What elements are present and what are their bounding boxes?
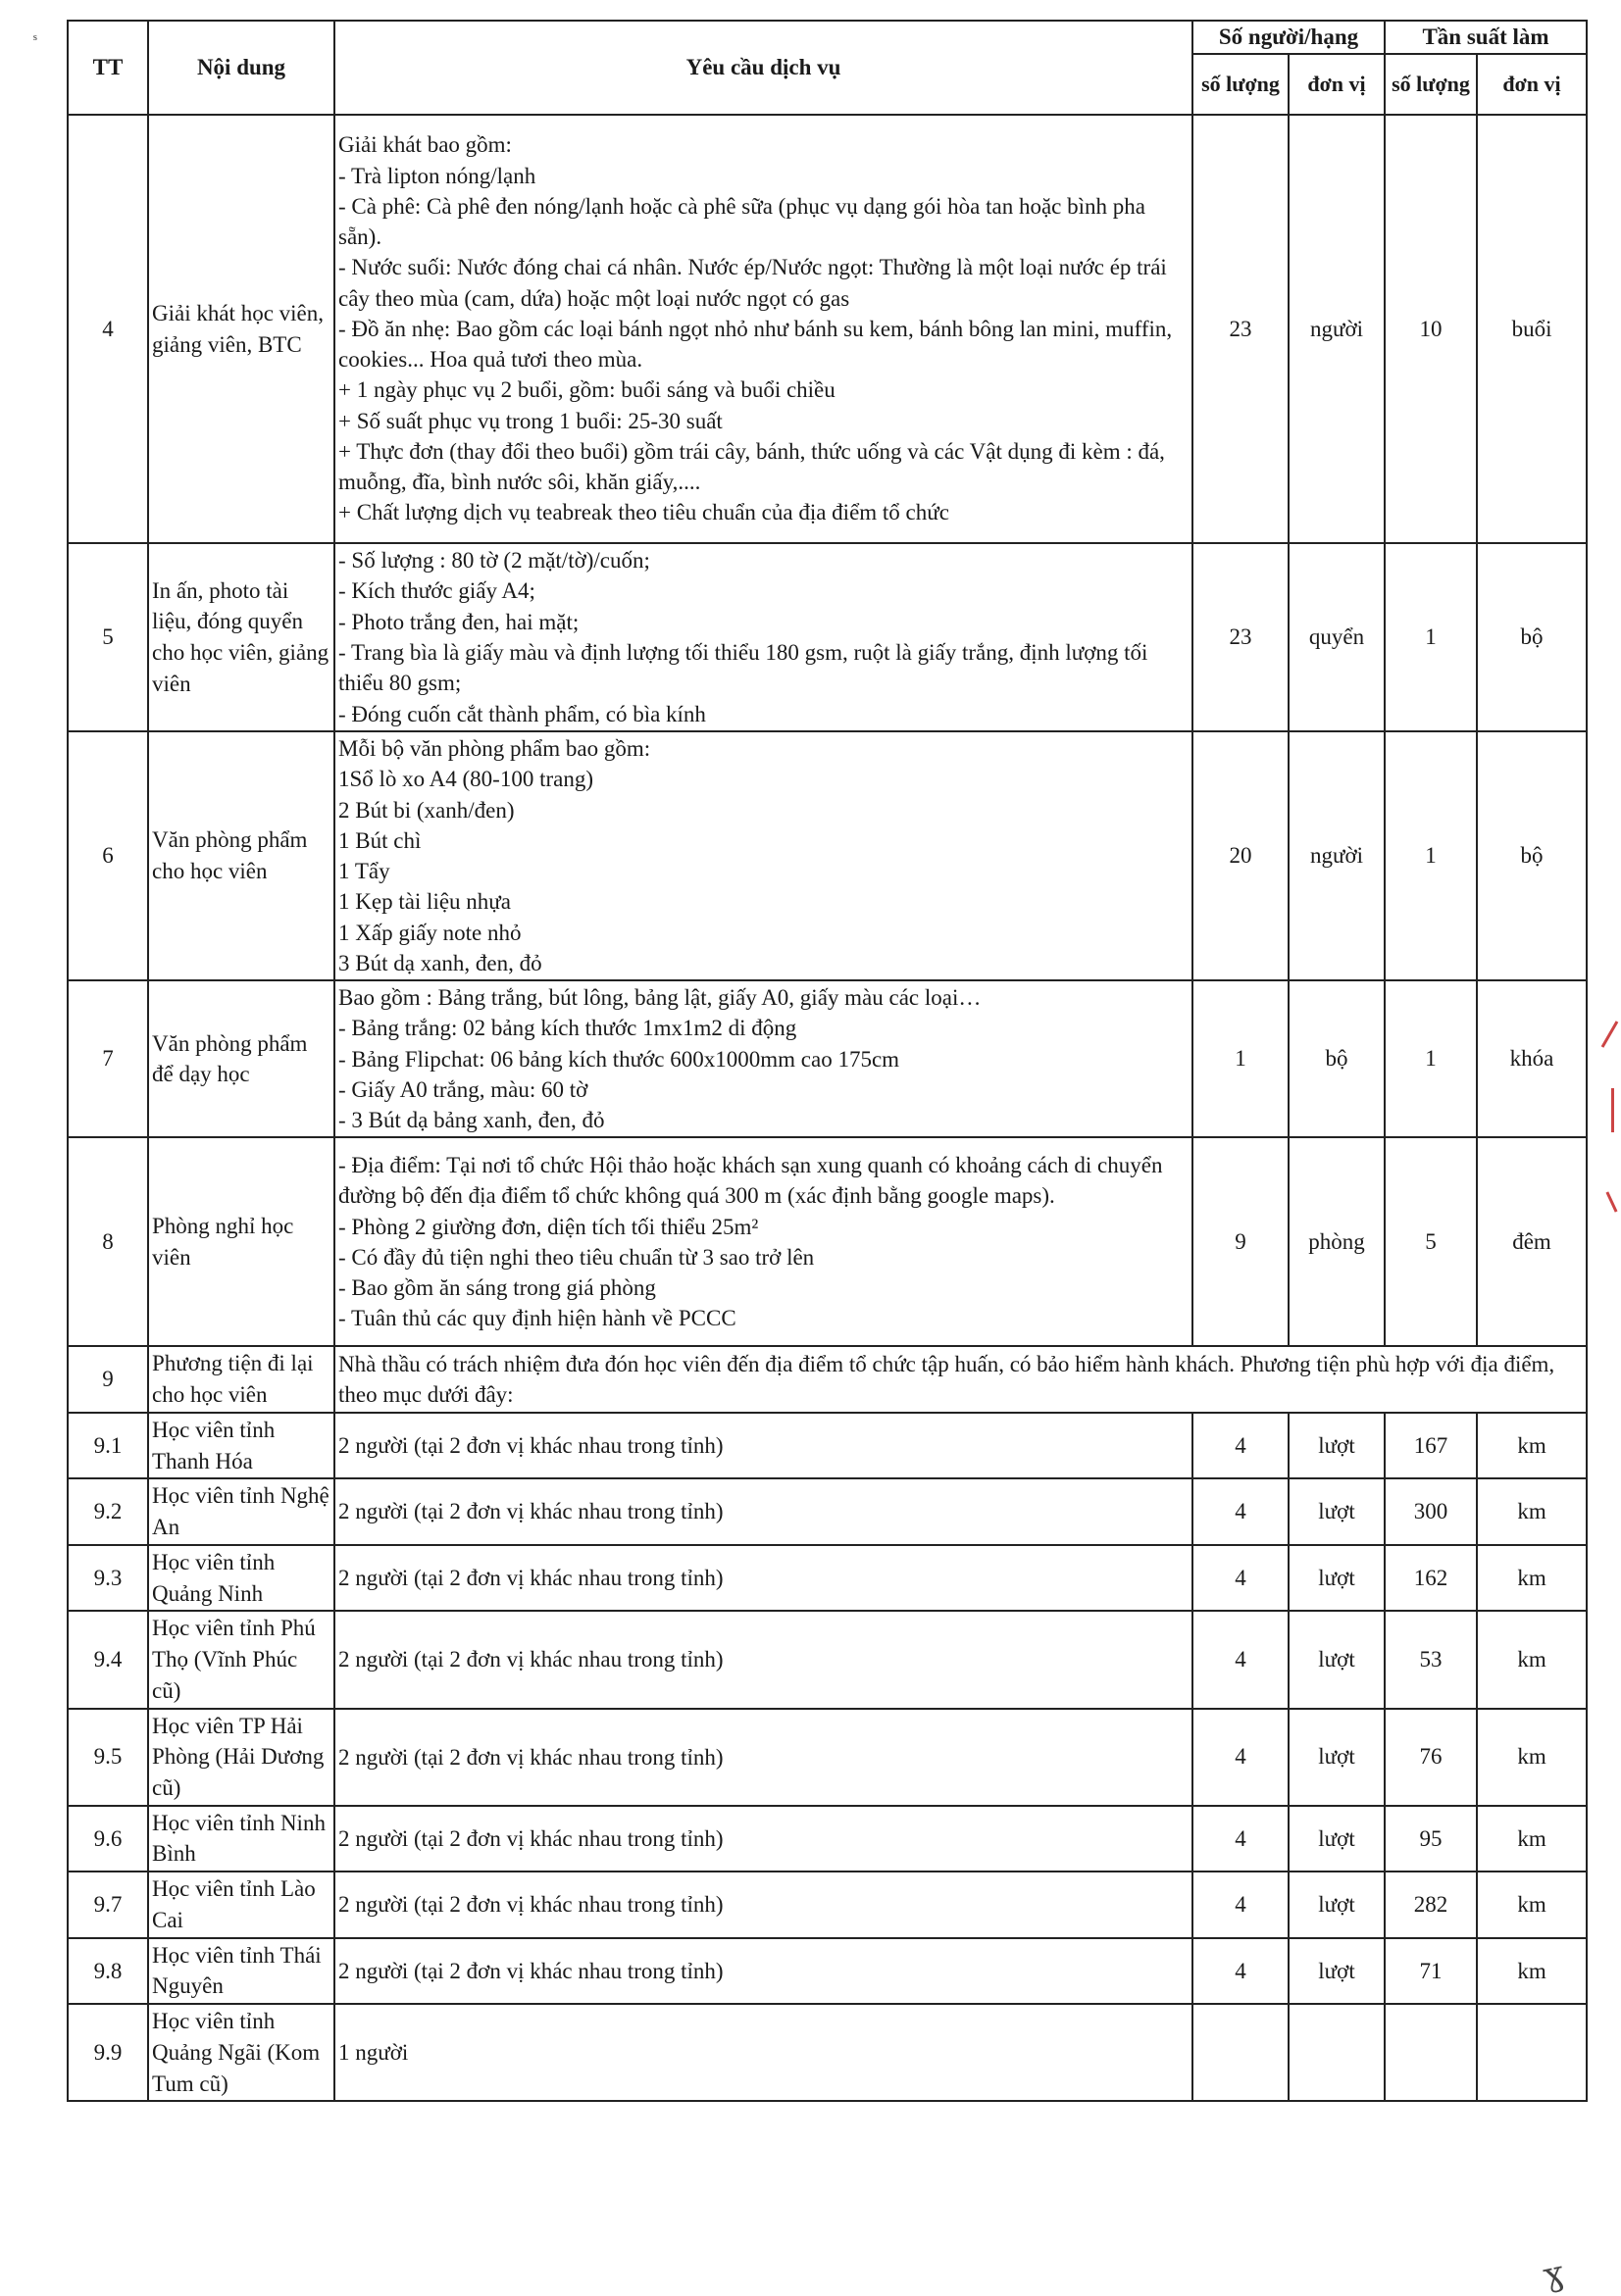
header-freq-qty: số lượng	[1385, 54, 1477, 115]
people-quantity: 23	[1192, 115, 1289, 543]
scan-edge-mark	[1611, 1088, 1614, 1132]
frequency-unit: km	[1477, 1938, 1587, 2004]
table-row	[68, 1938, 1587, 2004]
table-row	[68, 2004, 1587, 2101]
requirement-line: - 3 Bút dạ bảng xanh, đen, đỏ	[338, 1108, 605, 1133]
header-people-unit: đơn vị	[1289, 54, 1385, 115]
row-requirement	[334, 1413, 1192, 1478]
row-requirement	[334, 1478, 1192, 1544]
people-quantity: 9	[1192, 1137, 1289, 1346]
row-requirement	[334, 1346, 1587, 1412]
requirement-line: - Đồ ăn nhẹ: Bao gồm các loại bánh ngọt nhỏ như bánh su kem, bánh bông lan mini, muffin, cookies... Hoa quả tươi theo mùa.	[338, 316, 1173, 373]
frequency-quantity: 1	[1385, 731, 1477, 980]
requirement-line: - Bao gồm ăn sáng trong giá phòng	[338, 1275, 656, 1301]
frequency-quantity: 10	[1385, 115, 1477, 543]
requirement-line: 1 Tẩy	[338, 859, 390, 884]
row-requirement	[334, 1611, 1192, 1708]
people-unit: người	[1289, 731, 1385, 980]
table-row	[68, 543, 1587, 731]
row-content: Học viên tỉnh Lào Cai	[148, 1872, 334, 1937]
row-content: Học viên TP Hải Phòng (Hải Dương cũ)	[148, 1709, 334, 1806]
people-quantity: 4	[1192, 1478, 1289, 1544]
people-quantity: 1	[1192, 980, 1289, 1137]
requirement-line: 2 người (tại 2 đơn vị khác nhau trong tỉnh)	[338, 1892, 724, 1918]
frequency-quantity	[1385, 2004, 1477, 2101]
requirement-line: - Có đầy đủ tiện nghi theo tiêu chuẩn từ 3 sao trở lên	[338, 1244, 815, 1270]
frequency-quantity: 95	[1385, 1806, 1477, 1872]
requirement-line: + Thực đơn (thay đổi theo buổi) gồm trái cây, bánh, thức uống và các Vật dụng đi kèm : đá, muỗng, đĩa, bình nước sôi, khăn giấy,....	[338, 438, 1165, 495]
requirement-line: - Số lượng : 80 tờ (2 mặt/tờ)/cuốn;	[338, 548, 650, 574]
row-number: 8	[68, 1137, 148, 1346]
people-unit: lượt	[1289, 1413, 1385, 1478]
header-content: Nội dung	[148, 21, 334, 115]
row-number: 9.2	[68, 1478, 148, 1544]
requirement-line: 2 người (tại 2 đơn vị khác nhau trong tỉnh)	[338, 1499, 724, 1524]
requirement-line: - Cà phê: Cà phê đen nóng/lạnh hoặc cà phê sữa (phục vụ dạng gói hòa tan hoặc bình pha sẵn).	[338, 193, 1145, 250]
frequency-unit: bộ	[1477, 543, 1587, 731]
people-unit: lượt	[1289, 1806, 1385, 1872]
row-requirement	[334, 543, 1192, 731]
frequency-quantity: 53	[1385, 1611, 1477, 1708]
row-requirement	[334, 1806, 1192, 1872]
initials-signature: ɣ	[1540, 2253, 1568, 2296]
row-content: Phương tiện đi lại cho học viên	[148, 1346, 334, 1412]
requirement-line: Mỗi bộ văn phòng phẩm bao gồm:	[338, 736, 651, 761]
requirement-line: Giải khát bao gồm:	[338, 132, 512, 158]
people-quantity: 4	[1192, 1545, 1289, 1611]
row-requirement	[334, 1872, 1192, 1937]
requirement-line: - Nước suối: Nước đóng chai cá nhân. Nước ép/Nước ngọt: Thường là một loại nước ép trái cây theo mùa (cam, dứa) hoặc một loại nước ngọt có gas	[338, 255, 1167, 311]
requirement-line: 1 người	[338, 2040, 409, 2066]
scan-edge-mark	[1601, 1021, 1619, 1047]
frequency-quantity: 71	[1385, 1938, 1477, 2004]
table-row	[68, 980, 1587, 1137]
table-row	[68, 1806, 1587, 1872]
frequency-unit: bộ	[1477, 731, 1587, 980]
people-quantity: 4	[1192, 1611, 1289, 1708]
frequency-unit: buổi	[1477, 115, 1587, 543]
scan-corner-mark: ˢ	[33, 29, 37, 49]
row-content: In ấn, photo tài liệu, đóng quyển cho học viên, giảng viên	[148, 543, 334, 731]
requirement-line: - Địa điểm: Tại nơi tổ chức Hội thảo hoặc khách sạn xung quanh có khoảng cách di chuyển đường bộ đến địa điểm tổ chức không quá 300 m (xác định bằng google maps).	[338, 1153, 1163, 1209]
row-requirement	[334, 980, 1192, 1137]
requirement-line: - Tuân thủ các quy định hiện hành về PCCC	[338, 1306, 736, 1331]
people-unit: lượt	[1289, 1938, 1385, 2004]
requirement-line: 2 người (tại 2 đơn vị khác nhau trong tỉnh)	[338, 1744, 724, 1770]
row-content: Học viên tỉnh Quảng Ngãi (Kom Tum cũ)	[148, 2004, 334, 2101]
frequency-unit: km	[1477, 1545, 1587, 1611]
row-requirement	[334, 1137, 1192, 1346]
row-content: Giải khát học viên, giảng viên, BTC	[148, 115, 334, 543]
service-requirements-table	[67, 20, 1588, 2102]
header-frequency-group: Tần suất làm	[1385, 21, 1587, 54]
people-quantity: 4	[1192, 1413, 1289, 1478]
row-requirement	[334, 1545, 1192, 1611]
frequency-quantity: 282	[1385, 1872, 1477, 1937]
frequency-quantity: 162	[1385, 1545, 1477, 1611]
header-people-group: Số người/hạng	[1192, 21, 1385, 54]
scan-edge-mark	[1605, 1191, 1617, 1212]
row-number: 9.8	[68, 1938, 148, 2004]
row-content: Học viên tỉnh Thái Nguyên	[148, 1938, 334, 2004]
frequency-quantity: 76	[1385, 1709, 1477, 1806]
frequency-unit	[1477, 2004, 1587, 2101]
requirement-line: 1 Xấp giấy note nhỏ	[338, 920, 522, 945]
people-quantity: 23	[1192, 543, 1289, 731]
row-number: 9	[68, 1346, 148, 1412]
frequency-unit: km	[1477, 1611, 1587, 1708]
table-row	[68, 115, 1587, 543]
people-quantity: 4	[1192, 1938, 1289, 2004]
people-unit: quyển	[1289, 543, 1385, 731]
frequency-quantity: 300	[1385, 1478, 1477, 1544]
table-row	[68, 1413, 1587, 1478]
people-unit: người	[1289, 115, 1385, 543]
frequency-unit: km	[1477, 1806, 1587, 1872]
header-requirement: Yêu cầu dịch vụ	[334, 21, 1192, 115]
requirement-line: 1Sổ lò xo A4 (80-100 trang)	[338, 767, 594, 792]
table-row	[68, 1137, 1587, 1346]
requirement-line: 2 người (tại 2 đơn vị khác nhau trong tỉnh)	[338, 1565, 724, 1590]
people-quantity: 4	[1192, 1709, 1289, 1806]
row-number: 5	[68, 543, 148, 731]
row-number: 4	[68, 115, 148, 543]
requirement-line: 1 Kẹp tài liệu nhựa	[338, 889, 511, 915]
row-number: 9.3	[68, 1545, 148, 1611]
people-unit: lượt	[1289, 1545, 1385, 1611]
row-content: Văn phòng phẩm để dạy học	[148, 980, 334, 1137]
row-number: 7	[68, 980, 148, 1137]
requirement-line: 2 người (tại 2 đơn vị khác nhau trong tỉnh)	[338, 1433, 724, 1459]
people-unit: lượt	[1289, 1478, 1385, 1544]
frequency-unit: km	[1477, 1872, 1587, 1937]
requirement-line: 2 người (tại 2 đơn vị khác nhau trong tỉnh)	[338, 1958, 724, 1983]
row-number: 9.4	[68, 1611, 148, 1708]
header-tt: TT	[68, 21, 148, 115]
row-content: Học viên tỉnh Phú Thọ (Vĩnh Phúc cũ)	[148, 1611, 334, 1708]
requirement-line: + 1 ngày phục vụ 2 buổi, gồm: buổi sáng và buổi chiều	[338, 377, 836, 403]
row-requirement	[334, 115, 1192, 543]
row-content: Học viên tỉnh Thanh Hóa	[148, 1413, 334, 1478]
table-row	[68, 1611, 1587, 1708]
frequency-quantity: 1	[1385, 980, 1477, 1137]
row-number: 9.7	[68, 1872, 148, 1937]
people-quantity	[1192, 2004, 1289, 2101]
row-content: Học viên tỉnh Quảng Ninh	[148, 1545, 334, 1611]
row-content: Học viên tỉnh Ninh Bình	[148, 1806, 334, 1872]
people-quantity: 20	[1192, 731, 1289, 980]
requirement-line: - Phòng 2 giường đơn, diện tích tối thiểu 25m²	[338, 1214, 759, 1239]
row-requirement	[334, 731, 1192, 980]
frequency-quantity: 1	[1385, 543, 1477, 731]
requirement-line: - Kích thước giấy A4;	[338, 578, 535, 604]
requirement-line: + Số suất phục vụ trong 1 buổi: 25-30 suất	[338, 408, 723, 433]
people-unit: lượt	[1289, 1709, 1385, 1806]
requirement-line: - Photo trắng đen, hai mặt;	[338, 609, 580, 634]
people-unit: bộ	[1289, 980, 1385, 1137]
people-unit: lượt	[1289, 1611, 1385, 1708]
row-number: 9.6	[68, 1806, 148, 1872]
table-row	[68, 1709, 1587, 1806]
table-row	[68, 1346, 1587, 1412]
frequency-unit: km	[1477, 1709, 1587, 1806]
people-unit	[1289, 2004, 1385, 2101]
people-unit: lượt	[1289, 1872, 1385, 1937]
requirement-line: + Chất lượng dịch vụ teabreak theo tiêu chuẩn của địa điểm tổ chức	[338, 500, 949, 525]
table-row	[68, 1478, 1587, 1544]
table-row	[68, 1872, 1587, 1937]
table-row	[68, 1545, 1587, 1611]
frequency-unit: km	[1477, 1478, 1587, 1544]
row-requirement	[334, 1938, 1192, 2004]
requirement-line: 1 Bút chì	[338, 827, 422, 853]
header-freq-unit: đơn vị	[1477, 54, 1587, 115]
requirement-line: 2 người (tại 2 đơn vị khác nhau trong tỉnh)	[338, 1647, 724, 1672]
requirement-line: 2 Bút bi (xanh/đen)	[338, 797, 515, 823]
frequency-unit: khóa	[1477, 980, 1587, 1137]
row-requirement	[334, 1709, 1192, 1806]
frequency-unit: km	[1477, 1413, 1587, 1478]
requirement-line: 2 người (tại 2 đơn vị khác nhau trong tỉnh)	[338, 1825, 724, 1851]
people-unit: phòng	[1289, 1137, 1385, 1346]
row-content: Văn phòng phẩm cho học viên	[148, 731, 334, 980]
requirement-line: - Trà lipton nóng/lạnh	[338, 163, 536, 188]
frequency-quantity: 5	[1385, 1137, 1477, 1346]
requirement-line: - Bảng Flipchat: 06 bảng kích thước 600x1000mm cao 175cm	[338, 1046, 900, 1072]
people-quantity: 4	[1192, 1872, 1289, 1937]
table-body	[68, 115, 1587, 2101]
table-row	[68, 731, 1587, 980]
row-number: 6	[68, 731, 148, 980]
requirement-line: 3 Bút dạ xanh, đen, đỏ	[338, 950, 542, 975]
row-content: Học viên tỉnh Nghệ An	[148, 1478, 334, 1544]
row-number: 9.9	[68, 2004, 148, 2101]
requirement-line: - Trang bìa là giấy màu và định lượng tối thiểu 180 gsm, ruột là giấy trắng, định lượng tối thiểu 80 gsm;	[338, 640, 1148, 696]
row-number: 9.5	[68, 1709, 148, 1806]
row-number: 9.1	[68, 1413, 148, 1478]
frequency-quantity: 167	[1385, 1413, 1477, 1478]
people-quantity: 4	[1192, 1806, 1289, 1872]
row-content: Phòng nghỉ học viên	[148, 1137, 334, 1346]
row-requirement	[334, 2004, 1192, 2101]
requirement-line: - Đóng cuốn cắt thành phẩm, có bìa kính	[338, 701, 706, 726]
frequency-unit: đêm	[1477, 1137, 1587, 1346]
header-people-qty: số lượng	[1192, 54, 1289, 115]
requirement-line: - Bảng trắng: 02 bảng kích thước 1mx1m2 di động	[338, 1016, 797, 1041]
requirement-line: Nhà thầu có trách nhiệm đưa đón học viên đến địa điểm tổ chức tập huấn, có bảo hiểm hành khách. Phương tiện phù hợp với địa điểm, theo mục dưới đây:	[338, 1351, 1555, 1408]
requirement-line: - Giấy A0 trắng, màu: 60 tờ	[338, 1076, 588, 1102]
requirement-line: Bao gồm : Bảng trắng, bút lông, bảng lật, giấy A0, giấy màu các loại…	[338, 985, 982, 1011]
